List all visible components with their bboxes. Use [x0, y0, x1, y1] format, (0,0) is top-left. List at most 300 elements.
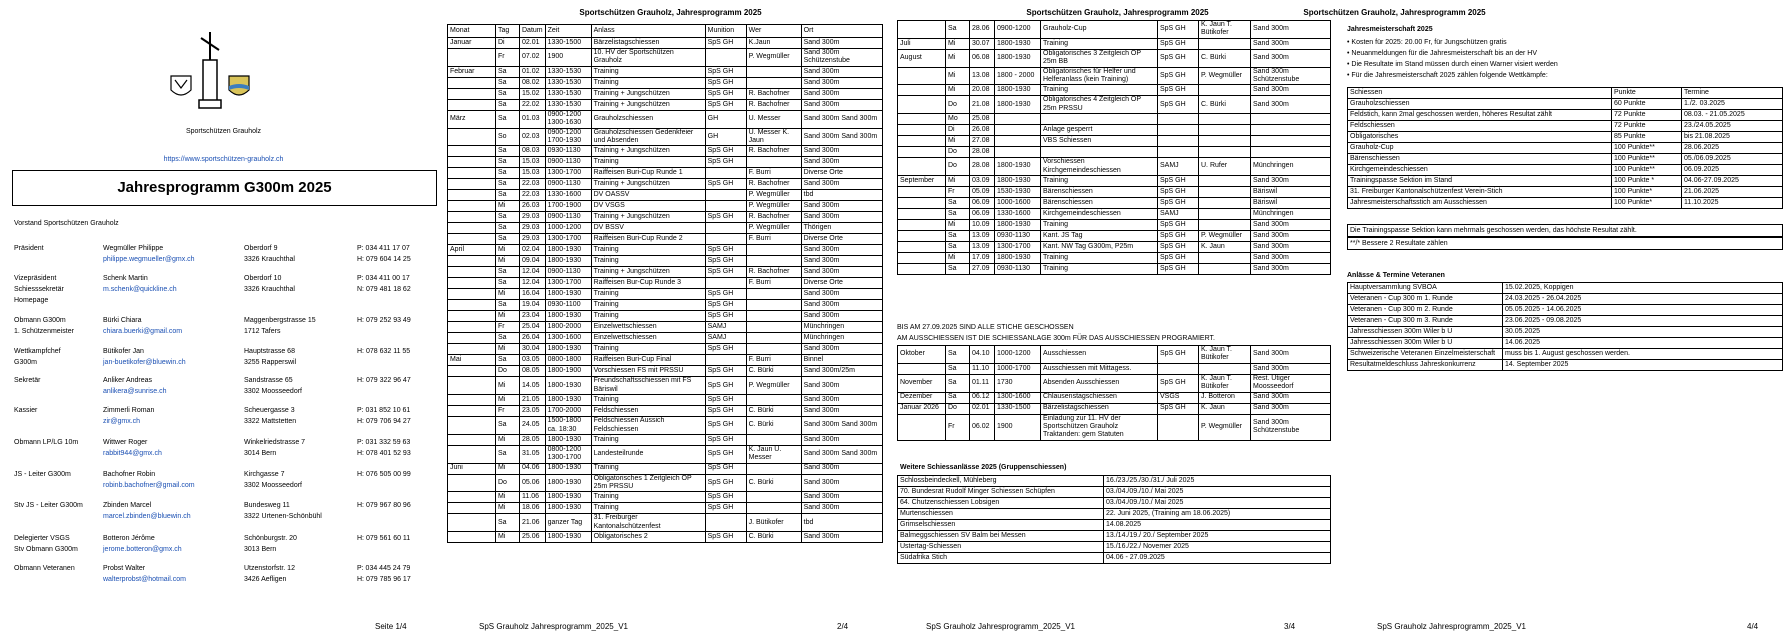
table-cell: [448, 212, 496, 223]
member-phone: [357, 405, 411, 427]
table-cell: Schweizerische Veteranen Einzelmeisterschaft: [1348, 349, 1503, 360]
table-cell: 1330-1530: [545, 66, 591, 77]
member-role: [14, 405, 37, 416]
table-cell: [448, 190, 496, 201]
table-row: [448, 256, 883, 267]
table-row: [448, 77, 883, 88]
table-cell: Jahresschiessen 300m Wiler b U: [1348, 327, 1503, 338]
member-address: [244, 315, 316, 337]
table-cell: Sand 300m: [801, 395, 882, 406]
document-title: Jahresprogramm G300m 2025: [12, 170, 437, 206]
table-cell: [448, 474, 496, 492]
table-cell: R. Bachofner: [746, 88, 801, 99]
table-cell: [898, 197, 946, 208]
role-line: Wettkampfchef: [14, 348, 61, 355]
table-cell: 1800-1930: [995, 38, 1041, 49]
table-row: [448, 110, 883, 128]
bullet-icon: •: [1347, 72, 1352, 79]
table-cell: 0900-1200: [995, 21, 1041, 39]
table-row: [448, 234, 883, 245]
table-cell: P. Wegmüller: [746, 223, 801, 234]
table-cell: Bäriswil: [1251, 197, 1331, 208]
table-cell: 09.04: [520, 256, 546, 267]
table-cell: Raiffeisen Buri-Cup Runde 1: [591, 168, 705, 179]
member-role: [14, 273, 64, 306]
address-line: 3255 Rapperswil: [244, 359, 297, 366]
table-cell: [1199, 263, 1251, 274]
table-cell: Thörigen: [801, 223, 882, 234]
table-cell: Januar: [448, 38, 496, 49]
table-row: [448, 88, 883, 99]
table-cell: 1800-1930: [545, 395, 591, 406]
table-cell: 1800-1930: [545, 503, 591, 514]
table-cell: [1199, 208, 1251, 219]
weitere-table: [897, 475, 1331, 564]
member-address: [244, 273, 295, 295]
table-row: [448, 463, 883, 474]
member-entry: [14, 273, 444, 303]
table-cell: 14.08.2025: [1104, 520, 1331, 531]
table-cell: SpS GH: [705, 179, 746, 190]
table-cell: 1330-1600: [545, 190, 591, 201]
table-cell: [448, 503, 496, 514]
table-cell: Sa: [946, 197, 970, 208]
table-cell: SpS GH: [705, 463, 746, 474]
table-cell: Sa: [946, 363, 970, 374]
table-cell: Sand 300m: [1251, 96, 1331, 114]
table-row: [1348, 110, 1783, 121]
column-header: Punkte: [1612, 88, 1682, 99]
table-cell: Training + Jungschützen: [591, 179, 705, 190]
member-role: [14, 563, 75, 574]
table-cell: Mi: [496, 492, 520, 503]
table-cell: 26.03: [520, 201, 546, 212]
table-cell: 30.05.2025: [1503, 327, 1783, 338]
table-cell: P. Wegmüller: [746, 201, 801, 212]
role-line: Stv Obmann G300m: [14, 546, 78, 553]
table-cell: Sa: [496, 179, 520, 190]
table-cell: R. Bachofner: [746, 99, 801, 110]
club-website-link[interactable]: https://www.sportschützen-grauholz.ch: [163, 156, 284, 163]
member-role: [14, 500, 83, 511]
member-role: [14, 533, 78, 555]
table-cell: Sa: [496, 157, 520, 168]
table-row: [898, 403, 1331, 414]
table-cell: 0900-1130: [545, 267, 591, 278]
role-line: Sekretär: [14, 377, 41, 384]
role-line: JS - Leiter G300m: [14, 471, 71, 478]
table-cell: [1199, 175, 1251, 186]
table-cell: R. Bachofner: [746, 146, 801, 157]
table-cell: 1800-1930: [545, 377, 591, 395]
column-header: Termine: [1682, 88, 1783, 99]
table-cell: tbd: [801, 190, 882, 201]
table-cell: Januar 2026: [898, 403, 946, 414]
member-fullname: Bürki Chiara: [103, 317, 142, 324]
table-cell: Training: [591, 503, 705, 514]
table-cell: SpS GH: [705, 445, 746, 463]
table-cell: 22.03: [520, 179, 546, 190]
table-cell: Sand 300m: [801, 212, 882, 223]
table-cell: Raiffeisen Buri-Cup Runde 2: [591, 234, 705, 245]
member-email[interactable]: chiara.buerki@gmail.com: [103, 328, 183, 335]
table-cell: [1158, 147, 1199, 158]
table-cell: Freundschaftsschiessen mit FS Bäriswil: [591, 377, 705, 395]
table-row: [448, 377, 883, 395]
table-cell: 1700-1900: [545, 201, 591, 212]
table-cell: [448, 234, 496, 245]
table-cell: Sand 300m Schützenstube: [801, 49, 882, 67]
table-row: [448, 311, 883, 322]
table-cell: R. Bachofner: [746, 179, 801, 190]
table-cell: 08.05: [520, 366, 546, 377]
table-cell: [705, 514, 746, 532]
table-cell: Anlage gesperrt: [1041, 125, 1158, 136]
table-cell: P. Wegmüller: [1199, 414, 1251, 440]
table-cell: 28.05: [520, 434, 546, 445]
table-cell: SpS GH: [705, 417, 746, 435]
table-cell: [448, 417, 496, 435]
table-row: [448, 245, 883, 256]
table-row: [448, 99, 883, 110]
table-cell: Chlausenstagschiessen: [1041, 392, 1158, 403]
table-cell: Sand 300m Schützenstube: [1251, 67, 1331, 85]
table-row: [448, 395, 883, 406]
table-cell: Juli: [898, 38, 946, 49]
table-cell: 1300-1700: [545, 234, 591, 245]
table-cell: 13.08: [970, 67, 995, 85]
table-cell: SAMJ: [705, 322, 746, 333]
table-cell: 1330-1530: [545, 88, 591, 99]
table-cell: 11.10: [970, 363, 995, 374]
table-cell: [1158, 114, 1199, 125]
table-cell: Vorschiessen Kirchgemeindeschiessen: [1041, 158, 1158, 176]
table-cell: Training: [591, 311, 705, 322]
phone-line: H: 076 505 00 99: [357, 471, 411, 478]
column-header: Tag: [496, 25, 520, 38]
table-cell: DV BSSV: [591, 223, 705, 234]
table-row: [448, 417, 883, 435]
table-row: [898, 542, 1331, 553]
table-cell: C. Bürki: [746, 406, 801, 417]
member-email[interactable]: walterprobst@hotmail.com: [103, 576, 186, 583]
table-cell: [448, 88, 496, 99]
table-cell: 26.08: [970, 125, 995, 136]
table-cell: 23.06.2025 - 09.08.2025: [1503, 316, 1783, 327]
table-row: [448, 201, 883, 212]
table-cell: Sand 300m: [801, 532, 882, 543]
table-cell: [448, 434, 496, 445]
table-cell: 07.02: [520, 49, 546, 67]
table-cell: Jahresmeisterschaftsstich am Ausschiessen: [1348, 198, 1612, 209]
table-cell: K.Jaun: [746, 38, 801, 49]
table-row: [898, 175, 1331, 186]
member-email[interactable]: jan-buetikofer@bluewin.ch: [103, 359, 186, 366]
table-cell: Kant. JS Tag: [1041, 230, 1158, 241]
table-cell: [705, 168, 746, 179]
table-row: [448, 434, 883, 445]
table-cell: Sa: [946, 374, 970, 392]
table-cell: Sand 300m: [1251, 175, 1331, 186]
table-cell: 02.01: [970, 403, 995, 414]
table-cell: Training: [1041, 252, 1158, 263]
table-row: [448, 128, 883, 146]
table-cell: [1158, 414, 1199, 440]
table-cell: 1800-1930: [995, 85, 1041, 96]
table-cell: SpS GH: [705, 289, 746, 300]
table-cell: 03./04./09./10./ Mai 2025: [1104, 498, 1331, 509]
table-cell: 0800-1200 1300-1700: [545, 445, 591, 463]
table-cell: Fr: [946, 186, 970, 197]
table-cell: [1251, 125, 1331, 136]
table-cell: Training: [591, 256, 705, 267]
table-cell: K. Jaun T. Bütikofer: [1199, 21, 1251, 39]
table-cell: Do: [496, 366, 520, 377]
table-cell: 0930-1130: [995, 263, 1041, 274]
table-cell: [746, 492, 801, 503]
table-cell: 23.05: [520, 406, 546, 417]
table-cell: 1900: [545, 49, 591, 67]
table-cell: [995, 114, 1041, 125]
member-fullname: Probst Walter: [103, 565, 146, 572]
phone-line: P: 034 411 17 07: [357, 245, 410, 252]
table-row: [898, 263, 1331, 274]
table-row: [1348, 294, 1783, 305]
table-cell: SpS GH: [705, 311, 746, 322]
table-cell: 29.03: [520, 234, 546, 245]
table-cell: SpS GH: [1158, 241, 1199, 252]
table-row: [1348, 316, 1783, 327]
table-cell: 10.09: [970, 219, 995, 230]
table-cell: 13.09: [970, 230, 995, 241]
member-fullname: Zbinden Marcel: [103, 502, 152, 509]
table-cell: Diverse Orte: [801, 278, 882, 289]
table-cell: Sa: [496, 417, 520, 435]
table-cell: 1800-1930: [545, 532, 591, 543]
page-number: 2/4: [837, 622, 849, 631]
table-cell: 18.06: [520, 503, 546, 514]
table-cell: Veteranen - Cup 300 m 3. Runde: [1348, 316, 1503, 327]
table-cell: Sand 300m Schützenstube: [1251, 414, 1331, 440]
table-row: [898, 553, 1331, 564]
table-cell: 11.10.2025: [1682, 198, 1783, 209]
address-line: Schönburgstr. 20: [244, 535, 297, 542]
table-cell: bis 21.08.2025: [1682, 132, 1783, 143]
table-cell: Veteranen - Cup 300 m 2. Runde: [1348, 305, 1503, 316]
table-cell: 1300-1700: [545, 168, 591, 179]
table-cell: Mi: [496, 344, 520, 355]
table-cell: 27.09: [970, 263, 995, 274]
table-cell: Mi: [496, 245, 520, 256]
table-cell: [448, 128, 496, 146]
table-cell: Sa: [496, 190, 520, 201]
table-cell: Sa: [946, 241, 970, 252]
table-cell: R. Bachofner: [746, 212, 801, 223]
table-cell: 1330-1600: [995, 208, 1041, 219]
table-cell: [1199, 85, 1251, 96]
role-line: Schiesssekretär: [14, 286, 64, 293]
member-email[interactable]: jerome.botteron@gmx.ch: [103, 546, 182, 553]
jm-table: [1347, 87, 1783, 209]
table-cell: 28.06: [970, 21, 995, 39]
table-cell: 1300-1700: [995, 241, 1041, 252]
table-row: [898, 158, 1331, 176]
table-cell: 30.07: [970, 38, 995, 49]
table-cell: 24.03.2025 - 26.04.2025: [1503, 294, 1783, 305]
phone-line: H: 079 561 60 11: [357, 535, 411, 542]
table-cell: Training: [591, 77, 705, 88]
table-cell: 1800-1930: [545, 289, 591, 300]
role-line: Delegierter VSGS: [14, 535, 70, 542]
notice-text: [897, 322, 1215, 344]
table-cell: 05./06.09.2025: [1682, 154, 1783, 165]
table-cell: 1700-2000: [545, 406, 591, 417]
table-cell: SpS GH: [1158, 67, 1199, 85]
table-cell: [448, 256, 496, 267]
table-cell: 06.12: [970, 392, 995, 403]
page-number: 4/4: [1747, 622, 1759, 631]
table-cell: [705, 234, 746, 245]
table-cell: 31.05: [520, 445, 546, 463]
bullet-text: Die Resultate im Stand müssen durch einen Warner visiert werden: [1351, 61, 1558, 68]
table-row: [1348, 327, 1783, 338]
table-cell: [746, 434, 801, 445]
table-cell: Sa: [496, 267, 520, 278]
table-cell: 08.02: [520, 77, 546, 88]
table-cell: Sand 300m: [801, 344, 882, 355]
table-cell: Münchringen: [1251, 158, 1331, 176]
table-cell: Sa: [946, 392, 970, 403]
address-line: 1712 Tafers: [244, 328, 281, 335]
table-cell: J. Bütikofer: [746, 514, 801, 532]
table-cell: Rest. Utiger Moosseedorf: [1251, 374, 1331, 392]
address-line: 3013 Bern: [244, 546, 277, 553]
table-cell: [898, 252, 946, 263]
address-line: 3426 Aefligen: [244, 576, 287, 583]
table-cell: 0800-1800: [545, 355, 591, 366]
table-cell: 08.03. - 21.05.2025: [1682, 110, 1783, 121]
table-cell: muss bis 1. August geschossen werden.: [1503, 349, 1783, 360]
table-cell: Sa: [946, 263, 970, 274]
table-cell: Ausschiessen: [1041, 346, 1158, 364]
table-cell: Mo: [946, 114, 970, 125]
table-cell: [448, 99, 496, 110]
table-row: [448, 532, 883, 543]
table-cell: SpS GH: [705, 492, 746, 503]
table-cell: Sa: [496, 445, 520, 463]
table-row: [448, 289, 883, 300]
table-cell: [448, 333, 496, 344]
table-cell: So: [496, 128, 520, 146]
member-name: [103, 346, 186, 368]
member-email[interactable]: rabbit944@gmx.ch: [103, 450, 162, 457]
table-cell: [898, 208, 946, 219]
page-number: 3/4: [1284, 622, 1296, 631]
member-email[interactable]: zir@gmx.ch: [103, 418, 141, 425]
table-row: [1348, 198, 1783, 209]
table-cell: Einladung zur 11. HV der Sportschützen Grauholz Traktanden: gem Statuten: [1041, 414, 1158, 440]
table-cell: Sa: [496, 300, 520, 311]
table-cell: SpS GH: [1158, 197, 1199, 208]
table-cell: Fr: [496, 49, 520, 67]
member-email[interactable]: anlikera@sunrise.ch: [103, 388, 167, 395]
table-cell: [705, 201, 746, 212]
table-cell: Mi: [496, 395, 520, 406]
table-cell: 72 Punkte: [1612, 121, 1682, 132]
table-cell: [746, 333, 801, 344]
table-row: [898, 374, 1331, 392]
table-cell: [1251, 114, 1331, 125]
table-row: [898, 85, 1331, 96]
role-line: Vizepräsident: [14, 275, 57, 282]
schedule-table-continued: [897, 20, 1331, 275]
table-cell: Absenden Ausschiessen: [1041, 374, 1158, 392]
member-address: [244, 243, 295, 265]
page-header: Sportschützen Grauholz, Jahresprogramm 2025: [1303, 8, 1486, 17]
table-cell: Mi: [946, 38, 970, 49]
table-cell: [1199, 363, 1251, 374]
table-cell: Sand 300m: [1251, 241, 1331, 252]
member-address: [244, 469, 302, 491]
table-cell: P. Wegmüller: [1199, 230, 1251, 241]
address-line: 3322 Urtenen-Schönbühl: [244, 513, 322, 520]
table-row: [448, 168, 883, 179]
member-email[interactable]: philippe.wegmueller@gmx.ch: [103, 256, 195, 263]
table-cell: 1800-1930: [545, 434, 591, 445]
table-cell: März: [448, 110, 496, 128]
table-cell: Südafrika Stich: [898, 553, 1104, 564]
table-cell: 04.06: [520, 463, 546, 474]
table-row: [1348, 99, 1783, 110]
bullet-item: [1347, 48, 1558, 59]
table-cell: Sa: [496, 66, 520, 77]
table-cell: Grimselschiessen: [898, 520, 1104, 531]
table-cell: Training + Jungschützen: [591, 99, 705, 110]
table-cell: Fr: [496, 322, 520, 333]
table-cell: Balmeggschiessen SV Balm bei Messen: [898, 531, 1104, 542]
table-cell: [448, 289, 496, 300]
table-cell: Training: [1041, 219, 1158, 230]
member-email[interactable]: marcel.zbinden@bluewin.ch: [103, 513, 191, 520]
member-email[interactable]: robinb.bachofner@gmail.com: [103, 482, 195, 489]
table-cell: [1158, 125, 1199, 136]
table-cell: 1800-1930: [545, 245, 591, 256]
table-row: [1348, 176, 1783, 187]
table-cell: Murtenschiessen: [898, 509, 1104, 520]
member-email[interactable]: m.schenk@quickline.ch: [103, 286, 177, 293]
table-cell: Mi: [946, 219, 970, 230]
table-cell: SpS GH: [705, 377, 746, 395]
table-cell: 01.02: [520, 66, 546, 77]
table-cell: Sand 300m: [801, 201, 882, 212]
table-cell: 0930-1130: [995, 230, 1041, 241]
table-cell: Grauholz-Cup: [1348, 143, 1612, 154]
table-cell: C. Bürki: [746, 474, 801, 492]
table-cell: Sa: [496, 212, 520, 223]
table-cell: [746, 300, 801, 311]
table-cell: [1158, 136, 1199, 147]
table-cell: 14.05: [520, 377, 546, 395]
weitere-heading: Weitere Schiessanlässe 2025 (Gruppenschiessen): [900, 464, 1067, 471]
table-cell: Sand 300m Sand 300m: [801, 128, 882, 146]
address-line: 3014 Bern: [244, 450, 277, 457]
member-address: [244, 500, 322, 522]
member-name: [103, 243, 195, 265]
table-row: [448, 66, 883, 77]
member-fullname: Wegmüller Philippe: [103, 245, 164, 252]
column-header: Munition: [705, 25, 746, 38]
member-role: [14, 346, 61, 368]
